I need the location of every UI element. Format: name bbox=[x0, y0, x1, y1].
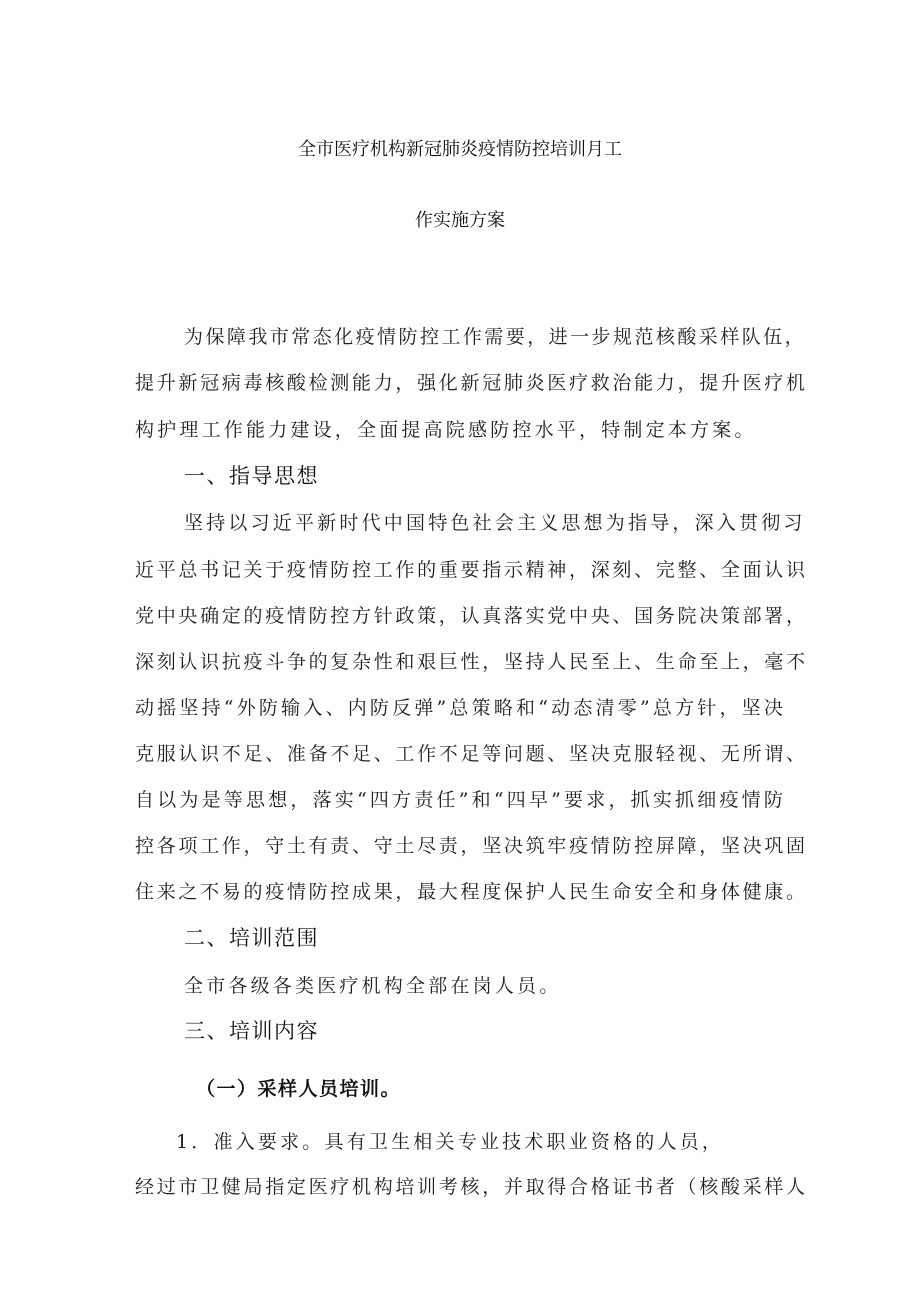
intro-line: 为保障我市常态化疫情防控工作需要，进一步规范核酸采样队伍， bbox=[184, 326, 807, 348]
document-title-line-1: 全市医疗机构新冠肺炎疫情防控培训月工 bbox=[298, 139, 622, 160]
paragraph-line: 克服认识不足、准备不足、工作不足等问题、坚决克服轻视、无所谓、 bbox=[135, 743, 808, 765]
paragraph-line: 党中央确定的疫情防控方针政策，认真落实党中央、国务院决策部署， bbox=[135, 605, 808, 627]
paragraph-line: 动摇坚持“外防输入、内防反弹”总策略和“动态清零”总方针，坚决 bbox=[135, 697, 787, 719]
paragraph-line: 自以为是等思想，落实“四方责任”和“四早”要求，抓实抓细疫情防 bbox=[135, 789, 787, 811]
paragraph-line: 经过市卫健局指定医疗机构培训考核，并取得合格证书者（核酸采样人 bbox=[135, 1176, 808, 1198]
paragraph-line: 近平总书记关于疫情防控工作的重要指示精神，深刻、完整、全面认识 bbox=[135, 559, 808, 581]
section-heading-guiding-ideology: 一、指导思想 bbox=[184, 464, 319, 488]
paragraph-line: 1．准入要求。具有卫生相关专业技术职业资格的人员， bbox=[176, 1131, 725, 1153]
paragraph-line: 住来之不易的疫情防控成果，最大程度保护人民生命安全和身体健康。 bbox=[135, 881, 808, 903]
document-title-line-2: 作实施方案 bbox=[415, 210, 505, 231]
paragraph-line: 控各项工作，守土有责、守土尽责，坚决筑牢疫情防控屏障，坚决巩固 bbox=[135, 835, 808, 857]
paragraph-line: 全市各级各类医疗机构全部在岗人员。 bbox=[184, 975, 562, 997]
subsection-heading-sampling-staff: （一）采样人员培训。 bbox=[196, 1078, 402, 1100]
paragraph-line: 坚持以习近平新时代中国特色社会主义思想为指导，深入贯彻习 bbox=[184, 512, 806, 534]
intro-line: 构护理工作能力建设，全面提高院感防控水平，特制定本方案。 bbox=[135, 419, 757, 441]
intro-line: 提升新冠病毒核酸检测能力，强化新冠肺炎医疗救治能力，提升医疗机 bbox=[135, 372, 808, 394]
paragraph-line: 深刻认识抗疫斗争的复杂性和艰巨性，坚持人民至上、生命至上，毫不 bbox=[135, 651, 808, 673]
section-heading-training-content: 三、培训内容 bbox=[184, 1019, 319, 1043]
section-heading-training-scope: 二、培训范围 bbox=[184, 926, 319, 950]
